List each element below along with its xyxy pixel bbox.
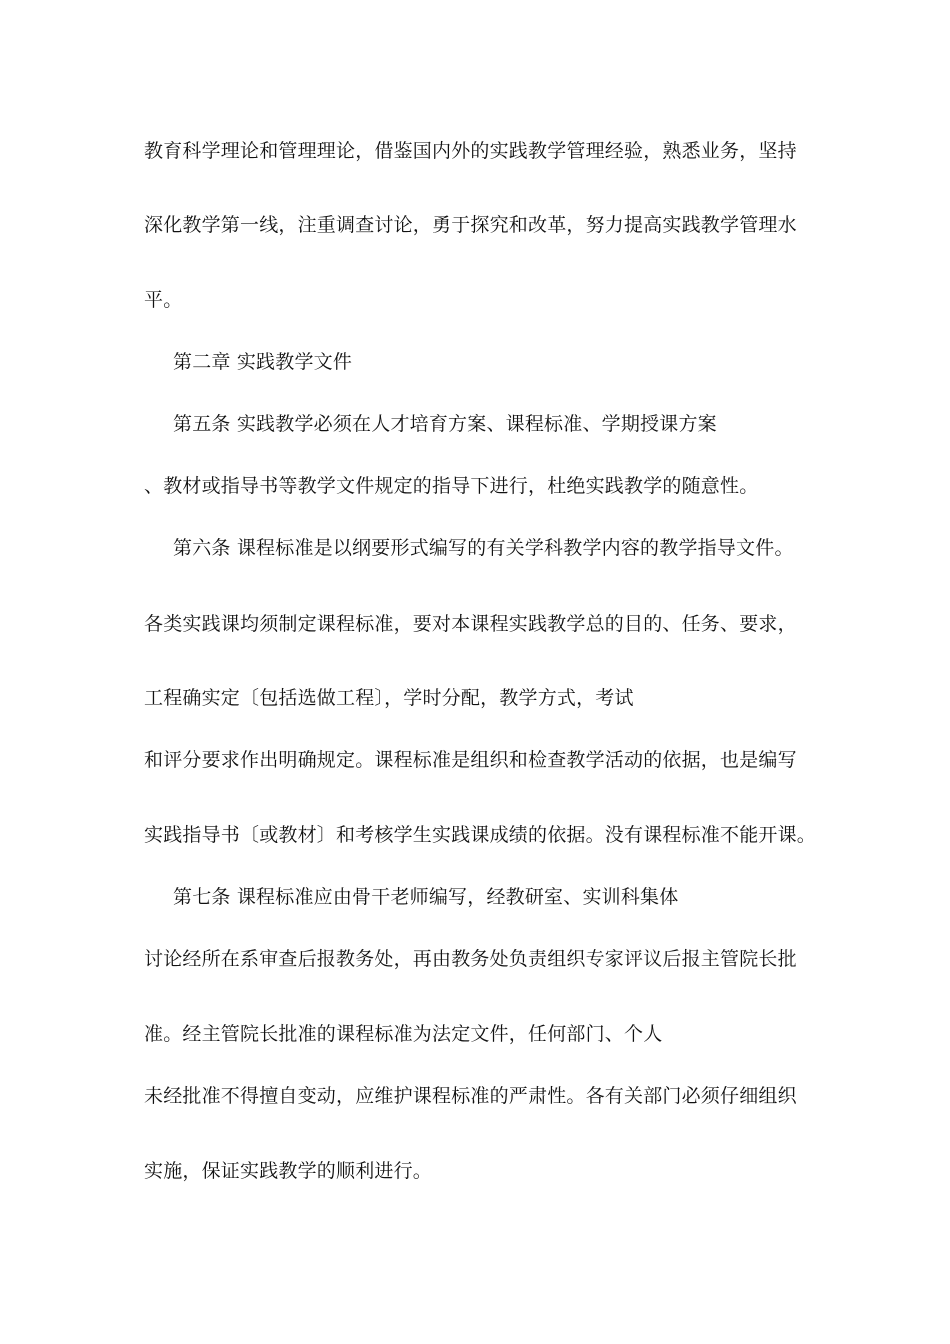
body-text-line: 实施，保证实践教学的顺利进行。: [144, 1160, 433, 1182]
body-text-line: 工程确实定〔包括选做工程〕，学时分配，教学方式，考试: [144, 687, 634, 709]
chapter-heading: 第二章 实践教学文件: [173, 351, 353, 373]
body-text-line: 讨论经所在系审查后报教务处，再由教务处负责组织专家评议后报主管院长批: [144, 948, 797, 970]
body-text-line: 实践指导书〔或教材〕和考核学生实践课成绩的依据。没有课程标准不能开课。: [144, 824, 817, 846]
body-text-line: 未经批准不得擅自变动，应维护课程标准的严肃性。各有关部门必须仔细组织: [144, 1085, 797, 1107]
body-text-line: 和评分要求作出明确规定。课程标准是组织和检查教学活动的依据，也是编写: [144, 749, 797, 771]
body-text-line: 深化教学第一线，注重调查讨论，勇于探究和改革，努力提高实践教学管理水: [144, 214, 797, 236]
body-text-line: 教育科学理论和管理理论，借鉴国内外的实践教学管理经验，熟悉业务，坚持: [144, 140, 797, 162]
article-line: 第六条 课程标准是以纲要形式编写的有关学科教学内容的教学指导文件。: [173, 537, 794, 559]
article-line: 第七条 课程标准应由骨干老师编写，经教研室、实训科集体: [173, 886, 679, 908]
article-line: 第五条 实践教学必须在人才培育方案、课程标准、学期授课方案: [173, 413, 717, 435]
body-text-line: 、教材或指导书等教学文件规定的指导下进行，杜绝实践教学的随意性。: [144, 475, 759, 497]
body-text-line: 准。经主管院长批准的课程标准为法定文件，任何部门、个人: [144, 1023, 663, 1045]
body-text-line: 平。: [144, 289, 183, 311]
body-text-line: 各类实践课均须制定课程标准，要对本课程实践教学总的目的、任务、要求，: [144, 613, 797, 635]
